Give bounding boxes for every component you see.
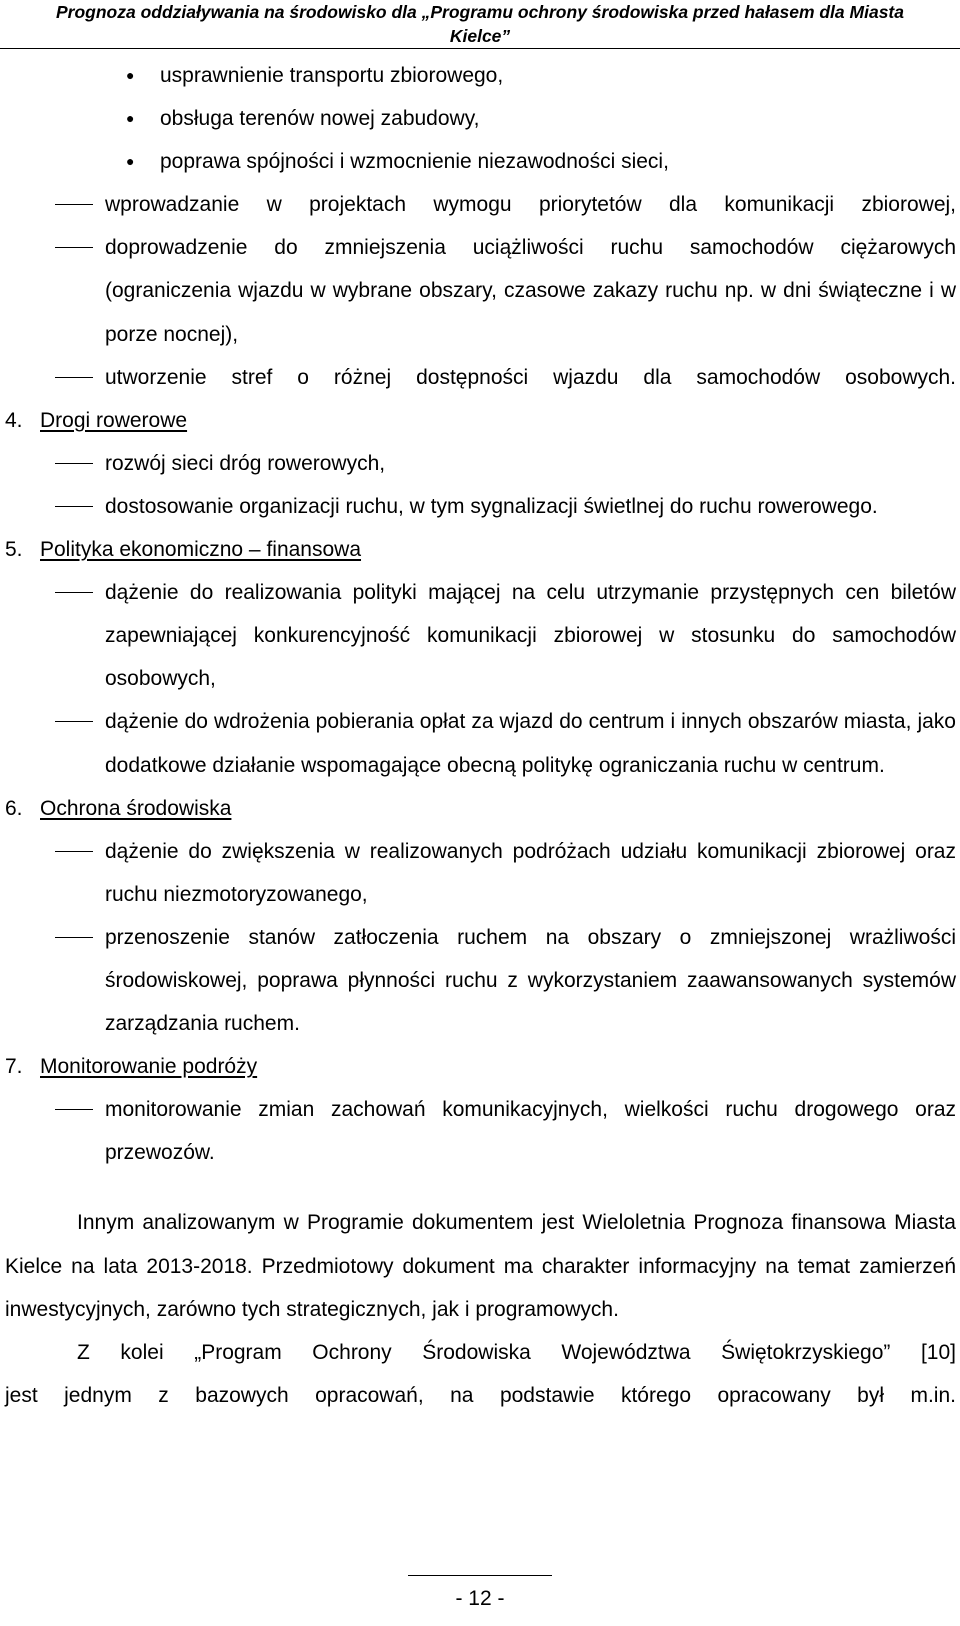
dash-marker <box>55 592 93 593</box>
bullet-text: usprawnienie transportu zbiorowego, <box>160 64 504 87</box>
section-number: 7. <box>5 1055 23 1079</box>
dash-list-item <box>5 700 956 786</box>
section-number: 4. <box>5 408 23 432</box>
dash-item-text: doprowadzenie do zmniejszenia uciążliwości ruchu samochodów ciężarowych (ograniczenia wjazdu w wybrane obszary, czasowe zakazy ruchu np. w dni świąteczne i w porze nocnej), <box>105 236 956 346</box>
bullet-text: poprawa spójności i wzmocnienie niezawodności sieci, <box>160 150 669 174</box>
dash-list-item <box>5 571 956 700</box>
section-title: Monitorowanie podróży <box>40 1055 258 1079</box>
section-heading-7 <box>5 1045 956 1088</box>
header-title-line-1: Prognoza oddziaływania na środowisko dla „Programu ochrony środowiska przed hałasem dla Miasta <box>56 2 904 22</box>
bullet-text: obsługa terenów nowej zabudowy, <box>160 107 480 131</box>
bullet-icon: ● <box>126 67 135 83</box>
section-title: Polityka ekonomiczno – finansowa <box>40 538 362 562</box>
dash-list-item <box>5 916 956 1045</box>
body-paragraph-continuation: jest jednym z bazowych opracowań, na podstawie którego opracowany był m.in. <box>5 1383 956 1407</box>
dash-item-text: dostosowanie organizacji ruchu, w tym sygnalizacji świetlnej do ruchu rowerowego. <box>105 494 878 518</box>
dash-list-item <box>5 442 956 485</box>
dash-marker <box>55 1109 93 1110</box>
dash-marker <box>55 721 93 722</box>
dash-item-text: utworzenie stref o różnej dostępności wjazdu dla samochodów osobowych. <box>105 365 956 389</box>
dash-item-text: dążenie do realizowania polityki mającej na celu utrzymanie przystępnych cen biletów zapewniającej konkurencyjność komunikacji zbiorowej w stosunku do samochodów osobowych, <box>105 581 956 691</box>
paragraph-spacer <box>5 1174 956 1201</box>
section-title: Ochrona środowiska <box>40 796 232 820</box>
dash-list-item <box>5 830 956 916</box>
dash-list-item <box>5 183 956 226</box>
dash-marker <box>55 937 93 938</box>
dash-list-item <box>5 356 956 399</box>
dash-item-text: przenoszenie stanów zatłoczenia ruchem na obszary o zmniejszonej wrażliwości środowiskowej, poprawa płynności ruchu z wykorzystaniem zaawansowanych systemów zarządzania ruchem. <box>105 925 956 1036</box>
dash-list-item <box>5 226 956 355</box>
dash-item-text: dążenie do wdrożenia pobierania opłat za wjazd do centrum i innych obszarów miasta, jako dodatkowe działanie wspomagające obecną politykę ograniczania ruchu w centrum. <box>105 710 956 777</box>
section-heading-5 <box>5 528 956 571</box>
dash-marker <box>55 506 93 507</box>
dash-item-text: wprowadzanie w projektach wymogu priorytetów dla komunikacji zbiorowej, <box>105 193 956 217</box>
page-header <box>0 0 960 48</box>
dash-list-item <box>5 485 956 528</box>
footer-divider <box>408 1575 552 1576</box>
dash-marker <box>55 204 93 205</box>
dash-item-text: dążenie do zwiększenia w realizowanych podróżach udziału komunikacji zbiorowej oraz ruchu niezmotoryzowanego, <box>105 839 956 906</box>
dash-item-text: monitorowanie zmian zachowań komunikacyjnych, wielkości ruchu drogowego oraz przewozów. <box>105 1098 956 1165</box>
body-paragraph: Z kolei „Program Ochrony Środowiska Województwa Świętokrzyskiego” [10] <box>77 1340 956 1364</box>
section-number: 6. <box>5 796 23 820</box>
dash-list-item <box>5 1088 956 1174</box>
section-number: 5. <box>5 538 23 562</box>
body-paragraph: Innym analizowanym w Programie dokumentem jest Wieloletnia Prognoza finansowa Miasta Kielce na lata 2013-2018. Przedmiotowy dokument ma charakter informacyjny na temat zamierzeń inwestycyjnych, zarówno tych strategicznych, jak i programowych. <box>5 1211 956 1321</box>
section-title: Drogi rowerowe <box>40 408 188 432</box>
document-body <box>5 54 956 1417</box>
dash-item-text: rozwój sieci dróg rowerowych, <box>105 451 386 475</box>
header-divider <box>0 48 960 49</box>
bullet-icon: ● <box>126 110 135 127</box>
bullet-icon: ● <box>126 153 135 170</box>
bullet-item <box>5 54 956 97</box>
bullet-item <box>5 140 956 183</box>
section-heading-4 <box>5 399 956 442</box>
dash-marker <box>55 851 93 852</box>
dash-marker <box>55 247 93 248</box>
dash-marker <box>55 463 93 464</box>
dash-marker <box>55 377 93 378</box>
section-heading-6 <box>5 787 956 830</box>
page-number: - 12 - <box>455 1587 505 1610</box>
bullet-item <box>5 97 956 140</box>
header-title-line-2: Kielce” <box>449 26 511 46</box>
